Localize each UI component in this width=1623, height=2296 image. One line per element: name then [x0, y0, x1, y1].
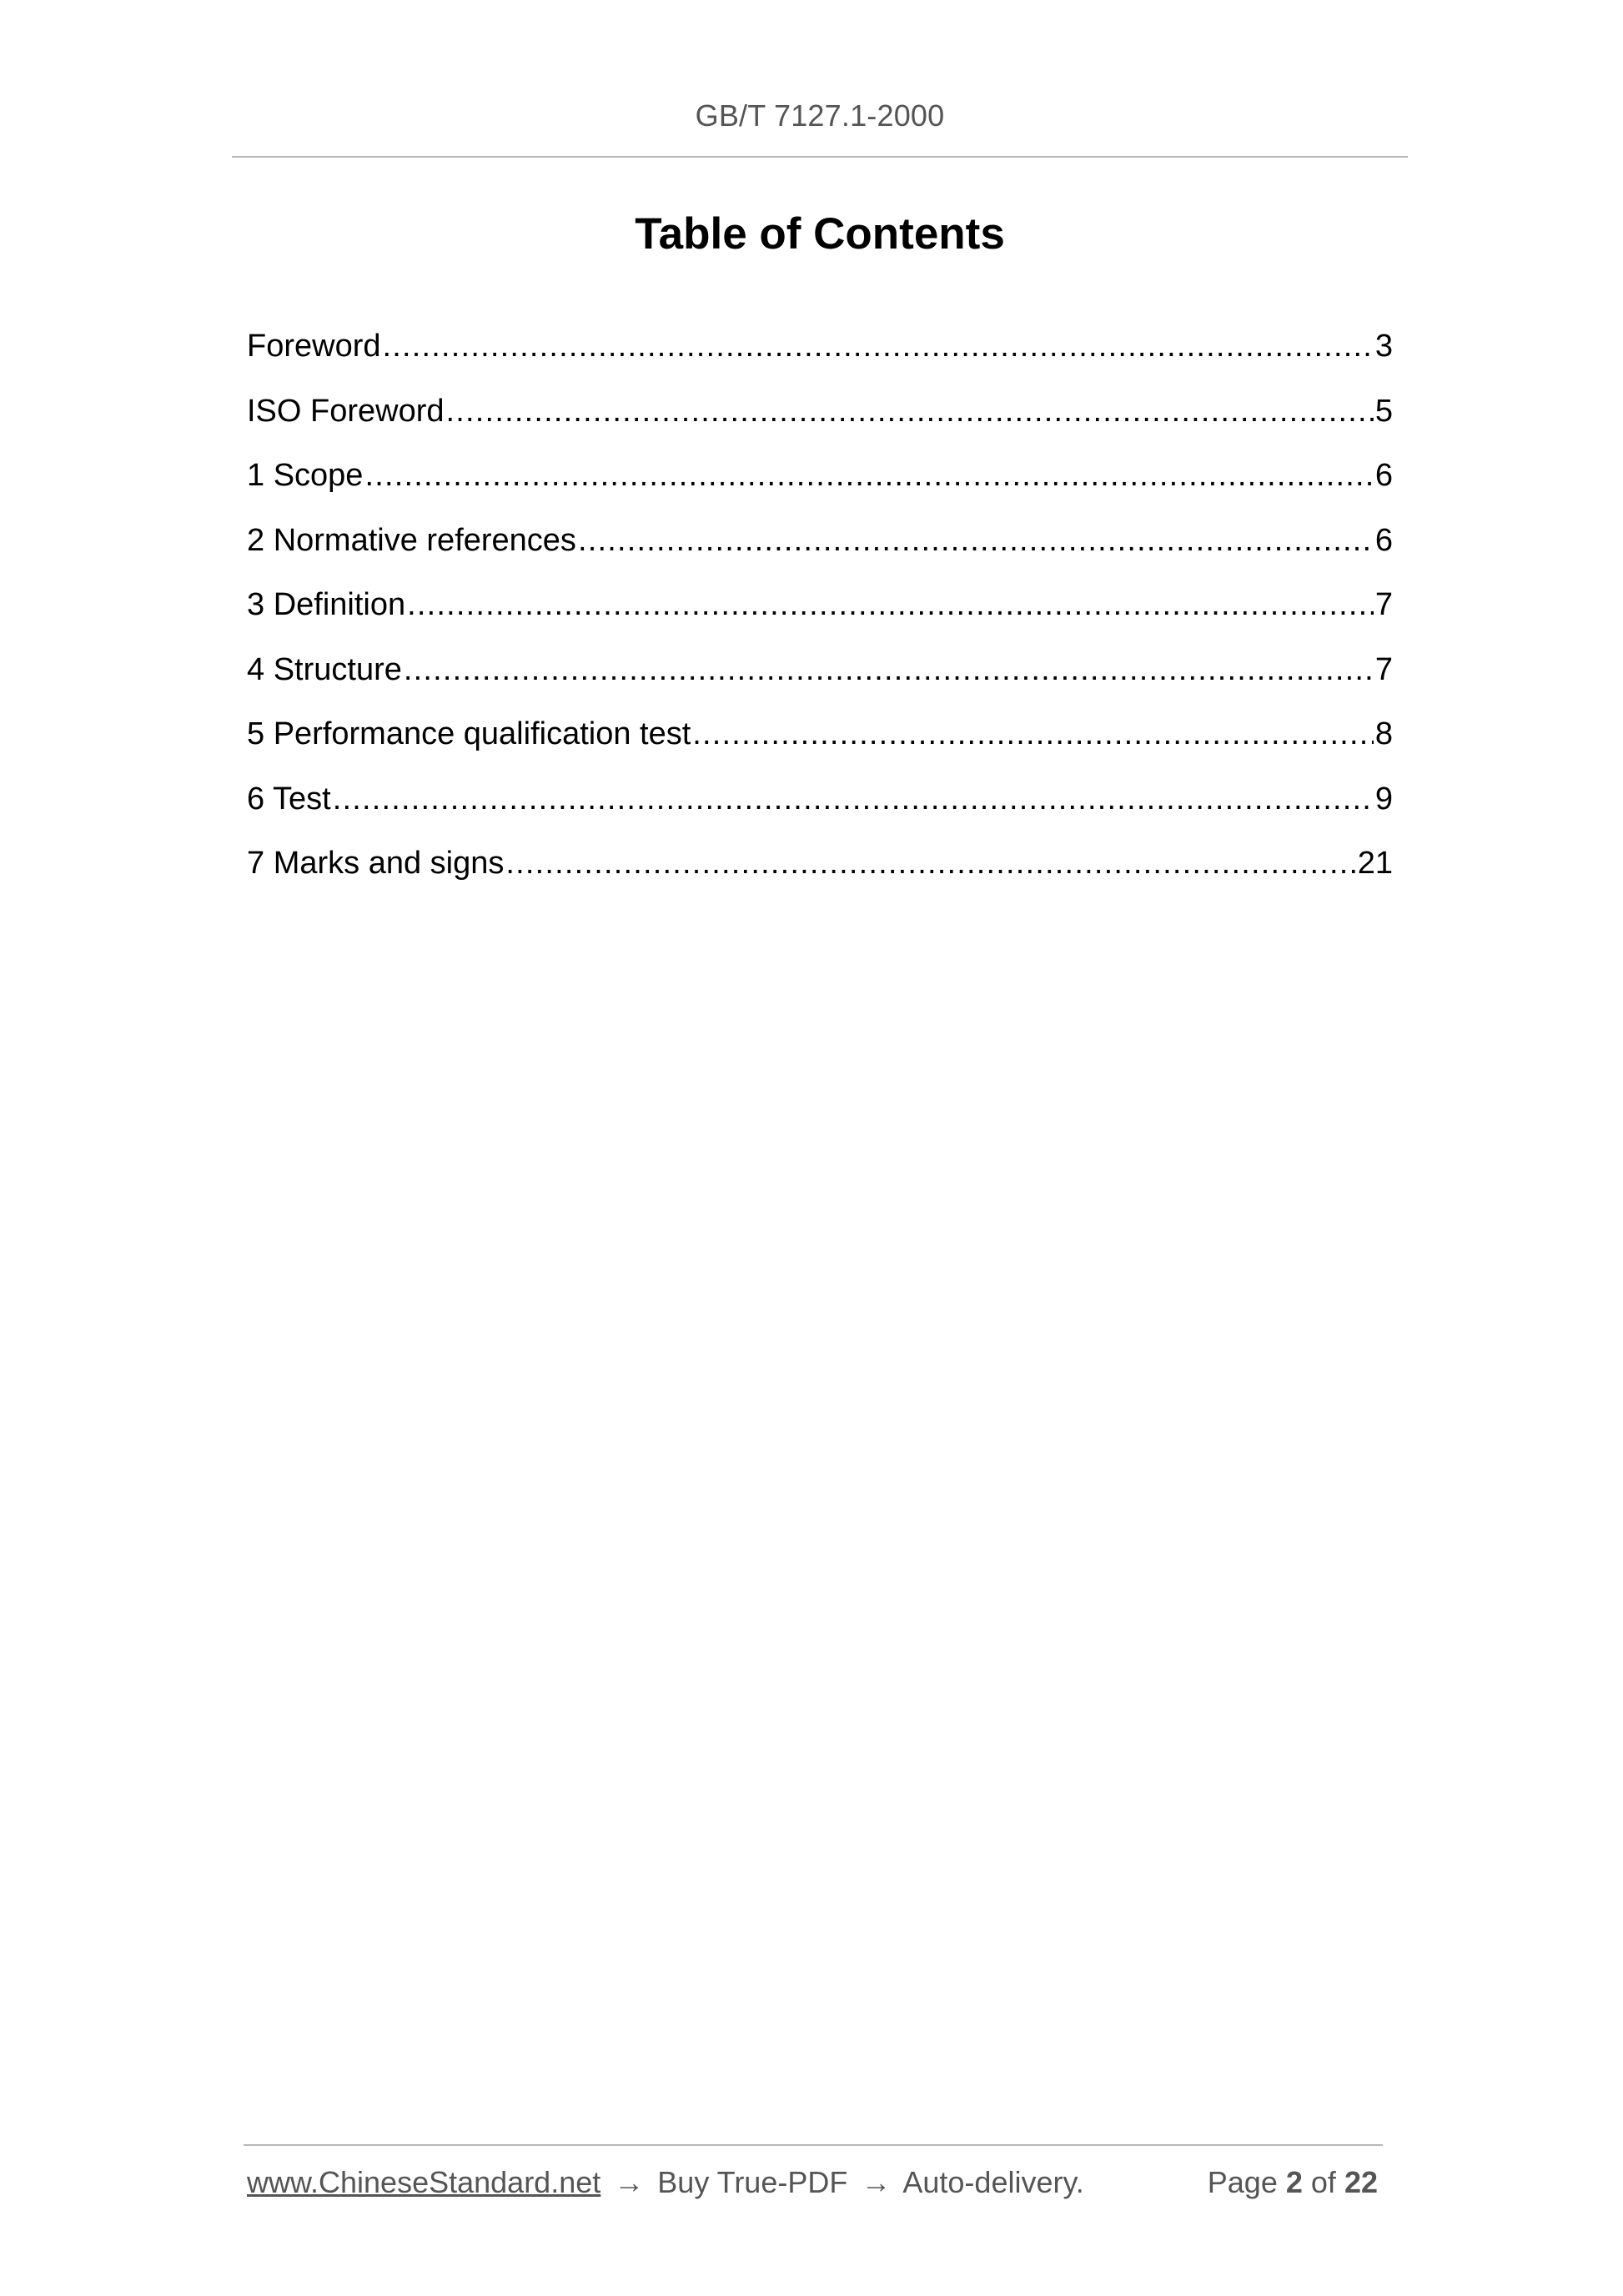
right-arrow-icon: → — [861, 2165, 892, 2199]
footer-promo — [247, 2165, 1084, 2200]
footer-divider — [244, 2144, 1383, 2146]
header-divider — [232, 156, 1408, 158]
toc-entry-page: 3 — [1374, 329, 1393, 364]
toc-entry-foreword[interactable] — [247, 329, 1393, 394]
page-indicator — [1208, 2165, 1378, 2200]
page-label: Page — [1207, 2165, 1278, 2199]
toc-entry-page: 7 — [1374, 587, 1393, 622]
toc-entry-definition[interactable] — [247, 587, 1393, 652]
toc-dot-leader — [404, 652, 1374, 688]
toc-entry-page: 6 — [1374, 458, 1393, 493]
toc-entry-label: 4 Structure — [247, 651, 402, 687]
toc-entry-test[interactable] — [247, 781, 1393, 847]
buy-true-pdf-text: Buy True-PDF — [657, 2165, 848, 2199]
toc-dot-leader — [446, 394, 1374, 430]
right-arrow-icon: → — [614, 2165, 645, 2199]
toc-entry-label: 7 Marks and signs — [247, 846, 505, 881]
toc-entry-label: 6 Test — [247, 781, 331, 816]
toc-entry-normative-references[interactable] — [247, 523, 1393, 588]
toc-entry-structure[interactable] — [247, 652, 1393, 717]
toc-entry-page: 6 — [1374, 522, 1393, 558]
auto-delivery-text: Auto-delivery. — [902, 2165, 1084, 2199]
toc-title: Table of Contents — [635, 209, 1005, 259]
toc-dot-leader — [578, 523, 1374, 559]
toc-entry-label: 1 Scope — [247, 458, 364, 493]
current-page-number: 2 — [1285, 2165, 1303, 2199]
toc-entry-page: 8 — [1374, 716, 1393, 751]
total-pages-number: 22 — [1344, 2165, 1378, 2199]
toc-entry-performance-qualification-test[interactable] — [247, 716, 1393, 781]
toc-dot-leader — [505, 846, 1355, 882]
toc-dot-leader — [407, 587, 1374, 623]
toc-dot-leader — [692, 716, 1374, 752]
toc-entry-label: Foreword — [247, 329, 381, 364]
toc-entry-page: 5 — [1374, 393, 1393, 429]
toc-dot-leader — [383, 329, 1374, 364]
toc-entry-iso-foreword[interactable] — [247, 394, 1393, 459]
toc-entry-label: 3 Definition — [247, 587, 406, 622]
header-standard-id: GB/T 7127.1-2000 — [695, 98, 945, 133]
toc-entry-scope[interactable] — [247, 458, 1393, 523]
toc-entry-page: 7 — [1374, 651, 1393, 687]
toc-entry-label: 5 Performance qualification test — [247, 716, 691, 751]
toc-entry-marks-and-signs[interactable] — [247, 846, 1393, 911]
website-link[interactable]: www.ChineseStandard.net — [247, 2165, 601, 2199]
toc-list — [247, 329, 1393, 911]
toc-entry-page: 9 — [1374, 781, 1393, 816]
toc-dot-leader — [333, 781, 1374, 817]
toc-entry-label: ISO Foreword — [247, 393, 445, 429]
toc-entry-label: 2 Normative references — [247, 522, 576, 558]
of-label: of — [1310, 2165, 1336, 2199]
toc-entry-page: 21 — [1357, 846, 1393, 881]
toc-dot-leader — [364, 458, 1373, 494]
